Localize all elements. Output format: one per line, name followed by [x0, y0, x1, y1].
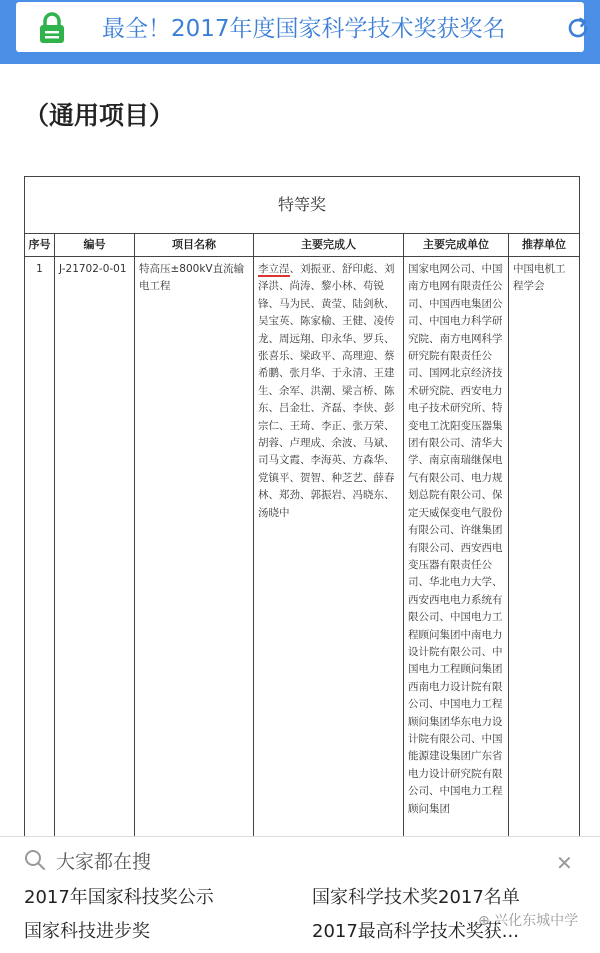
- people-list: 、刘振亚、舒印彪、刘泽洪、尚涛、黎小林、苟锐锋、马为民、黄莹、陆剑秋、吴宝英、陈家榆、王健、凌传龙、周远翔、印永华、罗兵、张喜乐、梁政平、高理迎、蔡希鹏、张月华、于永清、王建生、余军、洪潮、梁言桥、陈东、吕金壮、齐磊、李侠、彭宗仁、王琦、李正、张万荣、胡蓉、卢理成、余波、马斌、司马文霞、李海英、方森华、党镇平、贺智、种芝艺、薛春林、郑劲、郭振岩、冯晓东、汤晓中: [258, 263, 395, 519]
- suggestion-4[interactable]: 2017最高科学技术奖获...: [312, 921, 519, 942]
- cell-people: [254, 257, 404, 877]
- header-recommender: 推荐单位: [509, 233, 579, 257]
- cell-code: J-21702-0-01: [55, 257, 135, 877]
- search-heading: 大家都在搜: [56, 851, 152, 873]
- close-icon[interactable]: ✕: [556, 851, 573, 875]
- header-people: 主要完成人: [254, 233, 404, 257]
- section-heading: （通用项目）: [24, 101, 175, 130]
- search-icon: [24, 849, 46, 871]
- award-table: [24, 176, 580, 877]
- prize-heading: 特等奖: [25, 177, 579, 234]
- suggestion-1[interactable]: 2017年国家科技奖公示: [24, 887, 214, 908]
- header-units: 主要完成单位: [404, 233, 509, 257]
- cell-index: 1: [25, 257, 55, 877]
- suggestion-2[interactable]: 国家科学技术奖2017名单: [312, 887, 520, 908]
- cell-units: 国家电网公司、中国南方电网有限责任公司、中国西电集团公司、中国电力科学研究院、南方电网科学研究院有限责任公司、国网北京经济技术研究院、西安电力电子技术研究所、特变电工沈阳变压器集团有限公司、清华大学、南京南瑞继保电气有限公司、电力规划总院有限公司、保定天威保变电气股份有限公司、许继集团有限公司、西安西电变压器有限责任公司、华北电力大学、西安西电电力系统有限公司、中国电力工程顾问集团中南电力设计院有限公司、中国电力工程顾问集团西南电力设计院有限公司、中国电力工程顾问集团华东电力设计院有限公司、中国能源建设集团广东省电力设计研究院有限公司、中国电力工程顾问集团: [404, 257, 509, 877]
- cell-project: 特高压±800kV直流输电工程: [135, 257, 254, 877]
- lock-icon: [38, 12, 66, 44]
- refresh-icon[interactable]: [564, 14, 592, 42]
- page-title: 最全！2017年度国家科学技术奖获奖名: [102, 16, 506, 42]
- highlighted-name: 李立浧: [258, 263, 290, 275]
- cell-recommender: 中国电机工程学会: [513, 263, 566, 293]
- suggestion-3[interactable]: 国家科技进步奖: [24, 921, 150, 942]
- browser-top-bar: [0, 0, 600, 64]
- watermark: ⊕ 兴化东城中学: [478, 913, 579, 929]
- search-suggestion-panel: [0, 836, 600, 953]
- header-index: 序号: [25, 233, 55, 257]
- header-project: 项目名称: [135, 233, 254, 257]
- address-bar[interactable]: [16, 2, 584, 52]
- header-code: 编号: [55, 233, 135, 257]
